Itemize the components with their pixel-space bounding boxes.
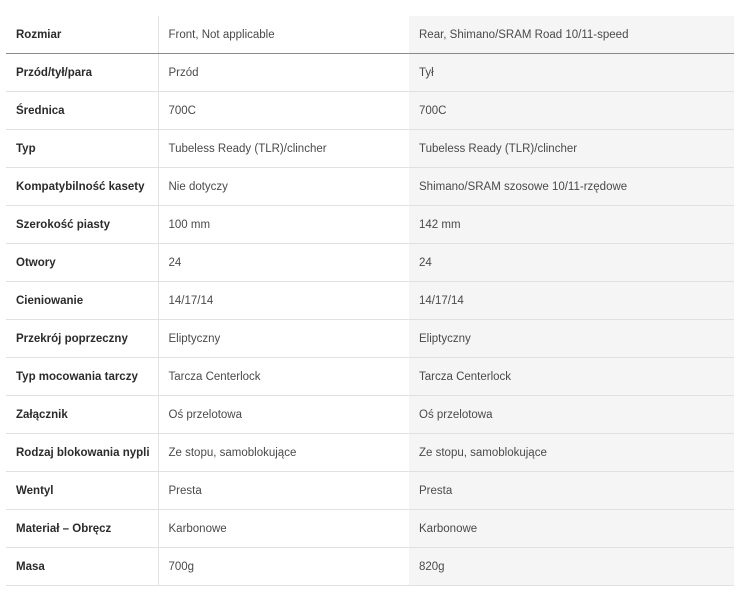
spec-row-butting	[6, 282, 734, 320]
spec-front-value: 24	[158, 244, 409, 282]
spec-front-value: Nie dotyczy	[158, 168, 409, 206]
spec-row-nipple-lock	[6, 434, 734, 472]
spec-row-rim-material	[6, 510, 734, 548]
spec-front-value: 100 mm	[158, 206, 409, 244]
spec-row-size	[6, 16, 734, 54]
spec-rear-value: Eliptyczny	[409, 320, 734, 358]
spec-row-cross-section	[6, 320, 734, 358]
spec-rear-value: Tubeless Ready (TLR)/clincher	[409, 130, 734, 168]
spec-rear-value: 24	[409, 244, 734, 282]
spec-label: Cieniowanie	[6, 282, 158, 320]
spec-rear-value: Tarcza Centerlock	[409, 358, 734, 396]
spec-row-disc-mount	[6, 358, 734, 396]
spec-front-value: Eliptyczny	[158, 320, 409, 358]
spec-rear-value: Rear, Shimano/SRAM Road 10/11-speed	[409, 16, 734, 54]
spec-label: Typ mocowania tarczy	[6, 358, 158, 396]
spec-row-hub-width	[6, 206, 734, 244]
spec-label: Rozmiar	[6, 16, 158, 54]
spec-front-value: Ze stopu, samoblokujące	[158, 434, 409, 472]
spec-label: Załącznik	[6, 396, 158, 434]
spec-front-value: 14/17/14	[158, 282, 409, 320]
spec-row-attachment	[6, 396, 734, 434]
spec-front-value: Przód	[158, 54, 409, 92]
spec-row-diameter	[6, 92, 734, 130]
spec-row-position	[6, 54, 734, 92]
spec-label: Średnica	[6, 92, 158, 130]
spec-label: Typ	[6, 130, 158, 168]
spec-label: Wentyl	[6, 472, 158, 510]
spec-front-value: 700g	[158, 548, 409, 586]
spec-front-value: Karbonowe	[158, 510, 409, 548]
spec-label: Masa	[6, 548, 158, 586]
spec-front-value: Front, Not applicable	[158, 16, 409, 54]
spec-label: Kompatybilność kasety	[6, 168, 158, 206]
spec-label: Otwory	[6, 244, 158, 282]
spec-rear-value: 14/17/14	[409, 282, 734, 320]
spec-rear-value: Ze stopu, samoblokujące	[409, 434, 734, 472]
spec-front-value: Tarcza Centerlock	[158, 358, 409, 396]
spec-label: Przekrój poprzeczny	[6, 320, 158, 358]
spec-rear-value: Shimano/SRAM szosowe 10/11-rzędowe	[409, 168, 734, 206]
spec-rear-value: 700C	[409, 92, 734, 130]
spec-label: Przód/tył/para	[6, 54, 158, 92]
spec-table	[6, 16, 734, 586]
spec-rear-value: Tył	[409, 54, 734, 92]
spec-rear-value: 820g	[409, 548, 734, 586]
spec-label: Rodzaj blokowania nypli	[6, 434, 158, 472]
spec-row-weight	[6, 548, 734, 586]
spec-rear-value: Oś przelotowa	[409, 396, 734, 434]
spec-row-holes	[6, 244, 734, 282]
spec-front-value: Presta	[158, 472, 409, 510]
spec-label: Materiał – Obręcz	[6, 510, 158, 548]
spec-rear-value: Karbonowe	[409, 510, 734, 548]
spec-front-value: 700C	[158, 92, 409, 130]
spec-label: Szerokość piasty	[6, 206, 158, 244]
spec-front-value: Oś przelotowa	[158, 396, 409, 434]
spec-front-value: Tubeless Ready (TLR)/clincher	[158, 130, 409, 168]
spec-row-type	[6, 130, 734, 168]
spec-rear-value: 142 mm	[409, 206, 734, 244]
spec-rear-value: Presta	[409, 472, 734, 510]
spec-row-valve	[6, 472, 734, 510]
spec-row-cassette	[6, 168, 734, 206]
